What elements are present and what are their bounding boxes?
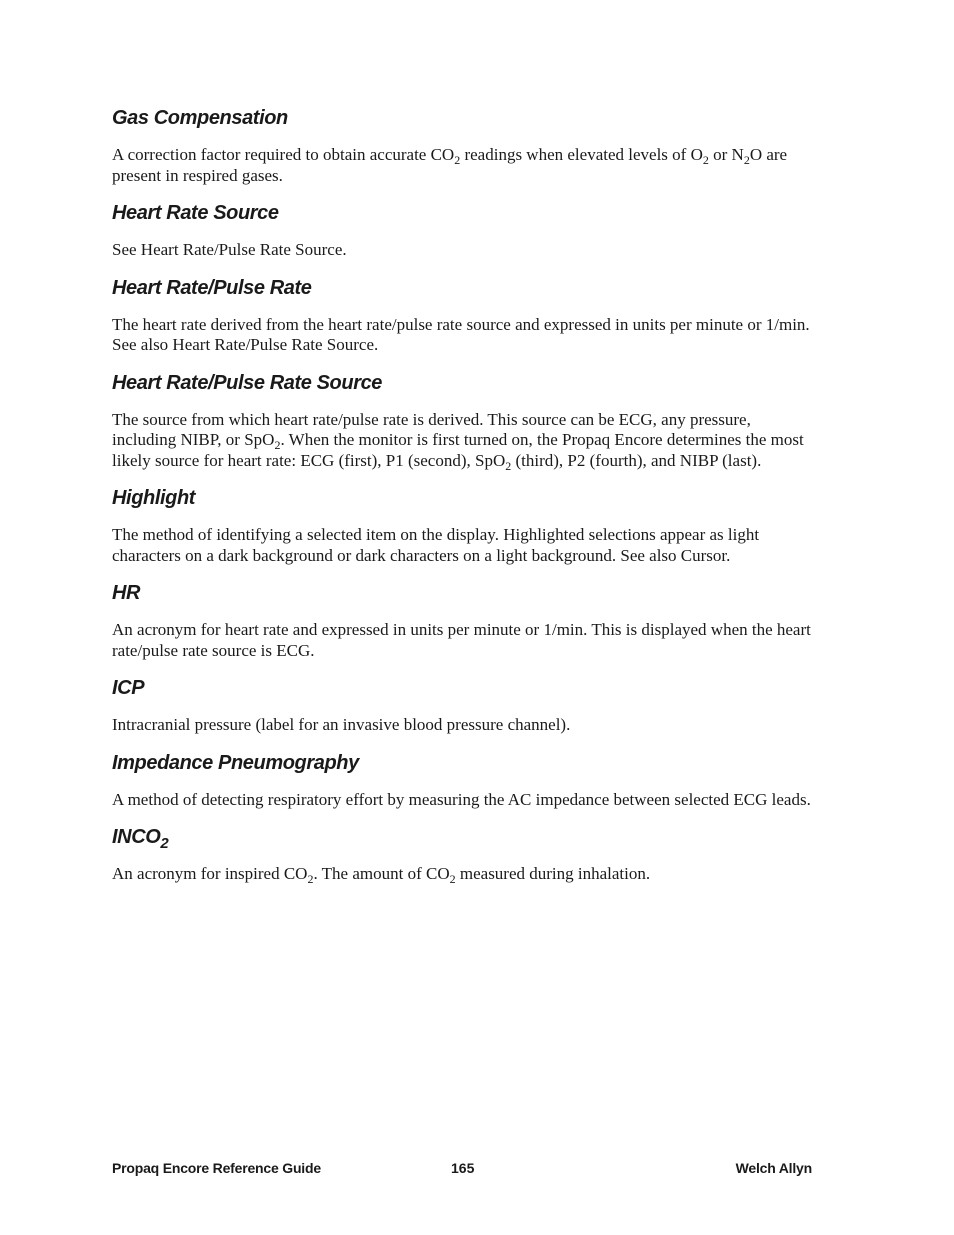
entry-title: Gas Compensation — [112, 107, 288, 129]
definition-text: Intracranial pressure (label for an invasive blood pressure channel). — [112, 715, 571, 734]
glossary-entry — [112, 274, 812, 356]
page-footer — [112, 1160, 812, 1180]
entry-title: Impedance Pneumography — [112, 751, 359, 774]
entry-title: Highlight — [112, 487, 196, 509]
definition-text: O are present in respired gases. — [112, 145, 788, 185]
entry-definition — [112, 864, 812, 885]
footer-page-number: 165 — [451, 1160, 475, 1176]
definition-text: A correction factor required to obtain accurate CO — [112, 145, 455, 164]
definition-text: (third), P2 (fourth), and NIBP (last). — [511, 450, 762, 470]
definition-text: An acronym for heart rate and expressed in units per minute or 1/min. This is displayed when the heart rate/pulse rate source is ECG. — [112, 620, 811, 660]
definition-text: The heart rate derived from the heart rate/pulse rate source and expressed in units per minute or 1/min. See also Heart Rate/Pulse Rate Source. — [112, 314, 810, 354]
definition-text: An acronym for inspired CO — [112, 864, 308, 883]
glossary-entry — [112, 674, 812, 736]
glossary-content — [112, 104, 812, 898]
glossary-entry — [112, 579, 812, 661]
subscript: 2 — [274, 438, 281, 452]
entry-title: HR — [112, 582, 141, 604]
entry-title: Heart Rate/Pulse Rate Source — [112, 371, 383, 394]
entry-definition — [112, 715, 812, 736]
subscript: 2 — [307, 872, 314, 886]
definition-text: . The amount of CO — [313, 864, 450, 883]
entry-title: $INCO_2$ — [112, 826, 169, 852]
definition-text: readings when elevated levels of O — [460, 145, 703, 164]
definition-text: measured during inhalation. — [455, 864, 651, 883]
footer-company: Welch Allyn — [735, 1160, 812, 1176]
entry-title: ICP — [112, 677, 145, 699]
definition-text: See Heart Rate/Pulse Rate Source. — [112, 240, 347, 259]
glossary-entry — [112, 199, 812, 261]
title-subscript: 2 — [160, 835, 169, 852]
definition-text: or N — [708, 145, 744, 164]
definition-text: A method of detecting respiratory effort by measuring the AC impedance between selected ECG leads. — [112, 789, 811, 809]
subscript: 2 — [449, 872, 456, 886]
glossary-entry — [112, 369, 812, 472]
definition-text: . When the monitor is first turned on, the Propaq Encore determines the most likely source for heart rate: ECG (first), P1 (second), SpO — [112, 430, 804, 470]
glossary-entry — [112, 823, 812, 885]
subscript: 2 — [505, 458, 512, 473]
entry-definition — [112, 410, 812, 472]
entry-definition — [112, 620, 812, 661]
definition-text: The method of identifying a selected item on the display. Highlighted selections appear as light characters on a dark background or dark characters on a light background. See also Cursor. — [112, 525, 760, 565]
entry-definition — [112, 145, 812, 186]
entry-definition — [112, 315, 812, 356]
subscript: 2 — [702, 153, 709, 167]
subscript: 2 — [454, 153, 461, 167]
glossary-entry — [112, 104, 812, 186]
entry-title: Heart Rate/Pulse Rate — [112, 276, 312, 299]
glossary-entry — [112, 749, 812, 811]
entry-title: Heart Rate Source — [112, 202, 279, 224]
subscript: 2 — [743, 153, 750, 167]
entry-definition — [112, 790, 812, 811]
definition-text: The source from which heart rate/pulse rate is derived. This source can be ECG, any pressure, including NIBP, or SpO — [112, 409, 751, 449]
glossary-entry — [112, 484, 812, 566]
entry-definition — [112, 240, 812, 261]
entry-definition — [112, 525, 812, 566]
footer-guide-title: Propaq Encore Reference Guide — [112, 1160, 321, 1176]
